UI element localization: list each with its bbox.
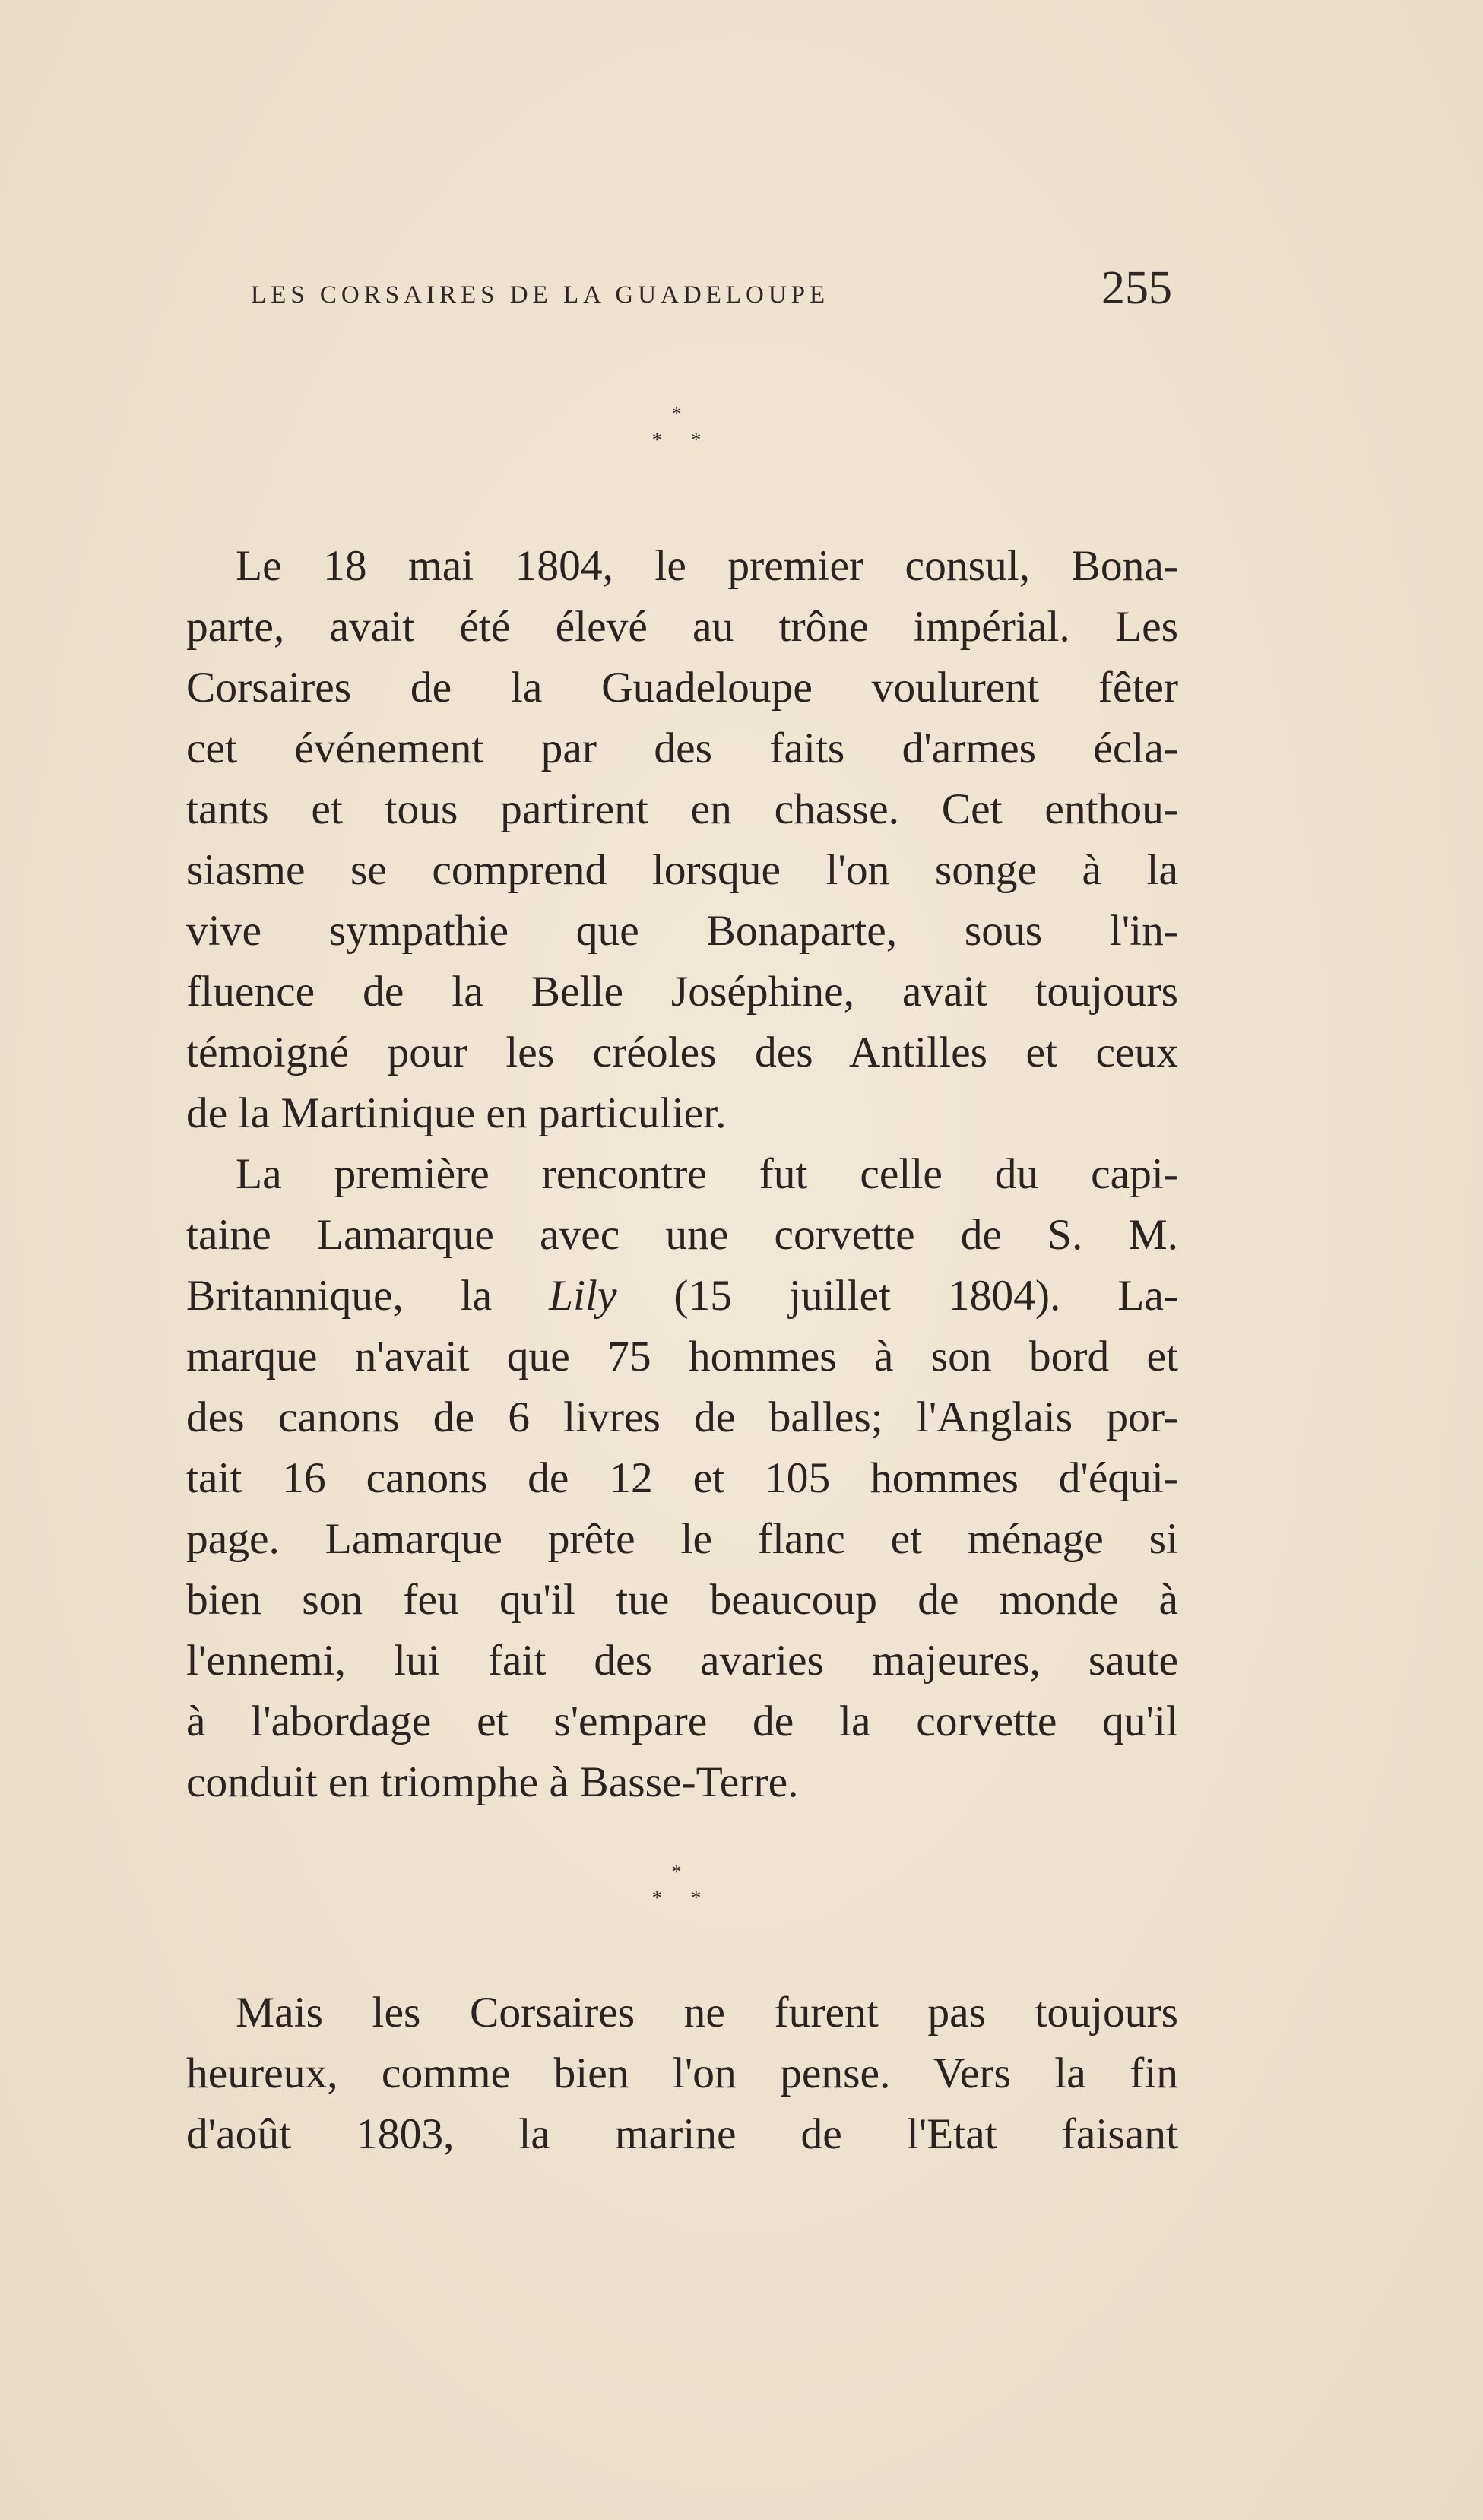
text-line-with-ship-name <box>186 1266 1178 1327</box>
text-line: tants et tous partirent en chasse. Cet enthou- <box>186 785 1178 833</box>
text-line: parte, avait été élevé au trône impérial. Les <box>186 603 1178 651</box>
text-line: témoigné pour les créoles des Antilles et ceux <box>186 1029 1178 1076</box>
section-ornament <box>608 401 745 453</box>
page-number: 255 <box>1101 262 1172 314</box>
text-line: conduit en triomphe à Basse-Terre. <box>186 1758 799 1806</box>
text-line: à l'abordage et s'empare de la corvette qu'il <box>186 1697 1178 1745</box>
ornament-star-top: * <box>671 1861 682 1883</box>
text-line: d'août 1803, la marine de l'Etat faisant <box>186 2110 1178 2158</box>
text-line: Le 18 mai 1804, le premier consul, Bona- <box>236 542 1178 590</box>
paragraph-misfortune <box>186 1983 1178 2165</box>
text-line: siasme se comprend lorsque l'on songe à la <box>186 846 1178 894</box>
text-line: heureux, comme bien l'on pense. Vers la fin <box>186 2049 1178 2097</box>
text-fragment: (15 juillet 1804). La- <box>616 1272 1178 1320</box>
text-line: des canons de 6 livres de balles; l'Anglais por- <box>186 1393 1178 1441</box>
text-line: l'ennemi, lui fait des avaries majeures, saute <box>186 1637 1178 1685</box>
text-line: page. Lamarque prête le flanc et ménage si <box>186 1515 1178 1563</box>
text-fragment: Britannique, la <box>186 1272 550 1320</box>
ornament-star-top: * <box>671 403 682 425</box>
ornament-stars-bottom: * * <box>651 429 714 451</box>
text-line: fluence de la Belle Joséphine, avait toujours <box>186 968 1178 1016</box>
text-line: cet événement par des faits d'armes écla- <box>186 724 1178 772</box>
text-line: La première rencontre fut celle du capi- <box>236 1150 1178 1198</box>
text-line: tait 16 canons de 12 et 105 hommes d'équi- <box>186 1454 1178 1502</box>
text-line: marque n'avait que 75 hommes à son bord et <box>186 1333 1178 1380</box>
running-title: LES CORSAIRES DE LA GUADELOUPE <box>251 281 830 309</box>
text-line: vive sympathie que Bonaparte, sous l'in- <box>186 907 1178 955</box>
text-line: Corsaires de la Guadeloupe voulurent fêter <box>186 664 1178 712</box>
paragraph-coronation <box>186 536 1178 1813</box>
text-line: bien son feu qu'il tue beaucoup de monde à <box>186 1576 1178 1624</box>
section-ornament <box>608 1859 745 1911</box>
text-line: taine Lamarque avec une corvette de S. M. <box>186 1211 1178 1259</box>
ship-name: Lily <box>549 1272 617 1320</box>
page-header <box>251 262 1177 315</box>
text-line: Mais les Corsaires ne furent pas toujours <box>236 1989 1178 2037</box>
text-line: de la Martinique en particulier. <box>186 1089 727 1137</box>
ornament-stars-bottom: * * <box>651 1887 714 1909</box>
